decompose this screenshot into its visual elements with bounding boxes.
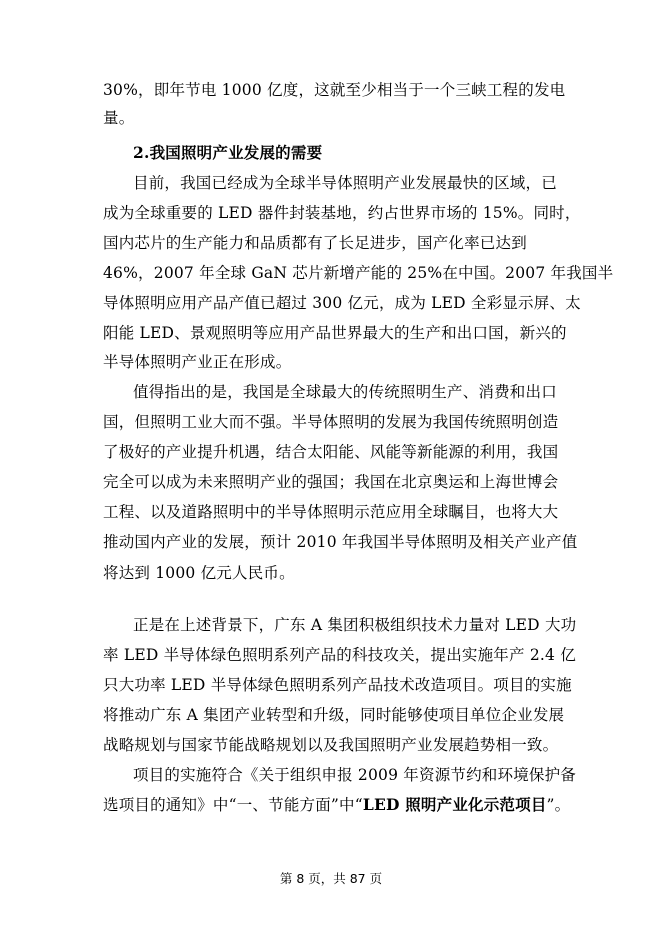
text-line: 正是在上述背景下，广东 A 集团积极组织技术力量对 LED 大功 — [133, 616, 577, 634]
text-line — [103, 795, 570, 815]
text-line: 将达到 1000 亿元人民币。 — [103, 564, 295, 582]
text-line: 阳能 LED、景观照明等应用产品世界最大的生产和出口国，新兴的 — [103, 324, 567, 342]
text-line: 推动国内产业的发展，预计 2010 年我国半导体照明及相关产业产值 — [103, 533, 578, 551]
text-line: 导体照明应用产品产值已超过 300 亿元，成为 LED 全彩显示屏、太 — [103, 294, 581, 312]
text-line: 工程、以及道路照明中的半导体照明示范应用全球瞩目，也将大大 — [103, 503, 559, 521]
text-line: 目前，我国已经成为全球半导体照明产业发展最快的区域，已 — [133, 174, 557, 192]
text-line: 只大功率 LED 半导体绿色照明系列产品技术改造项目。项目的实施 — [103, 676, 572, 694]
text-line: 项目的实施符合《关于组织申报 2009 年资源节约和环境保护备 — [133, 766, 577, 784]
text-line: 国，但照明工业大而不强。半导体照明的发展为我国传统照明创造 — [103, 413, 559, 431]
text-line: 值得指出的是，我国是全球最大的传统照明生产、消费和出口 — [133, 383, 557, 401]
text-span: 选项目的通知》中“一、节能方面”中“ — [103, 796, 363, 814]
text-line: 半导体照明产业正在形成。 — [103, 353, 292, 371]
text-line: 完全可以成为未来照明产业的强国；我国在北京奥运和上海世博会 — [103, 473, 559, 491]
text-line: 率 LED 半导体绿色照明系列产品的科技攻关，提出实施年产 2.4 亿 — [103, 646, 576, 664]
text-span: ”。 — [546, 796, 571, 814]
page-footer: 第 8 页，共 87 页 — [279, 871, 383, 886]
text-line: 30%，即年节电 1000 亿度，这就至少相当于一个三峡工程的发电 — [103, 81, 566, 99]
text-line: 了极好的产业提升机遇，结合太阳能、风能等新能源的利用，我国 — [103, 443, 559, 461]
bold-project-name: LED 照明产业化示范项目 — [362, 795, 547, 814]
section-heading: 2.我国照明产业发展的需要 — [133, 143, 323, 162]
text-line: 战略规划与国家节能战略规划以及我国照明产业发展趋势相一致。 — [103, 736, 559, 754]
text-line: 国内芯片的生产能力和品质都有了长足进步，国产化率已达到 — [103, 234, 527, 252]
text-line: 成为全球重要的 LED 器件封装基地，约占世界市场的 15%。同时， — [103, 204, 581, 222]
text-line: 量。 — [103, 109, 135, 127]
text-line: 将推动广东 A 集团产业转型和升级，同时能够使项目单位企业发展 — [103, 706, 565, 724]
text-line: 46%，2007 年全球 GaN 芯片新增产能的 25%在中国。2007 年我国半 — [103, 264, 614, 282]
